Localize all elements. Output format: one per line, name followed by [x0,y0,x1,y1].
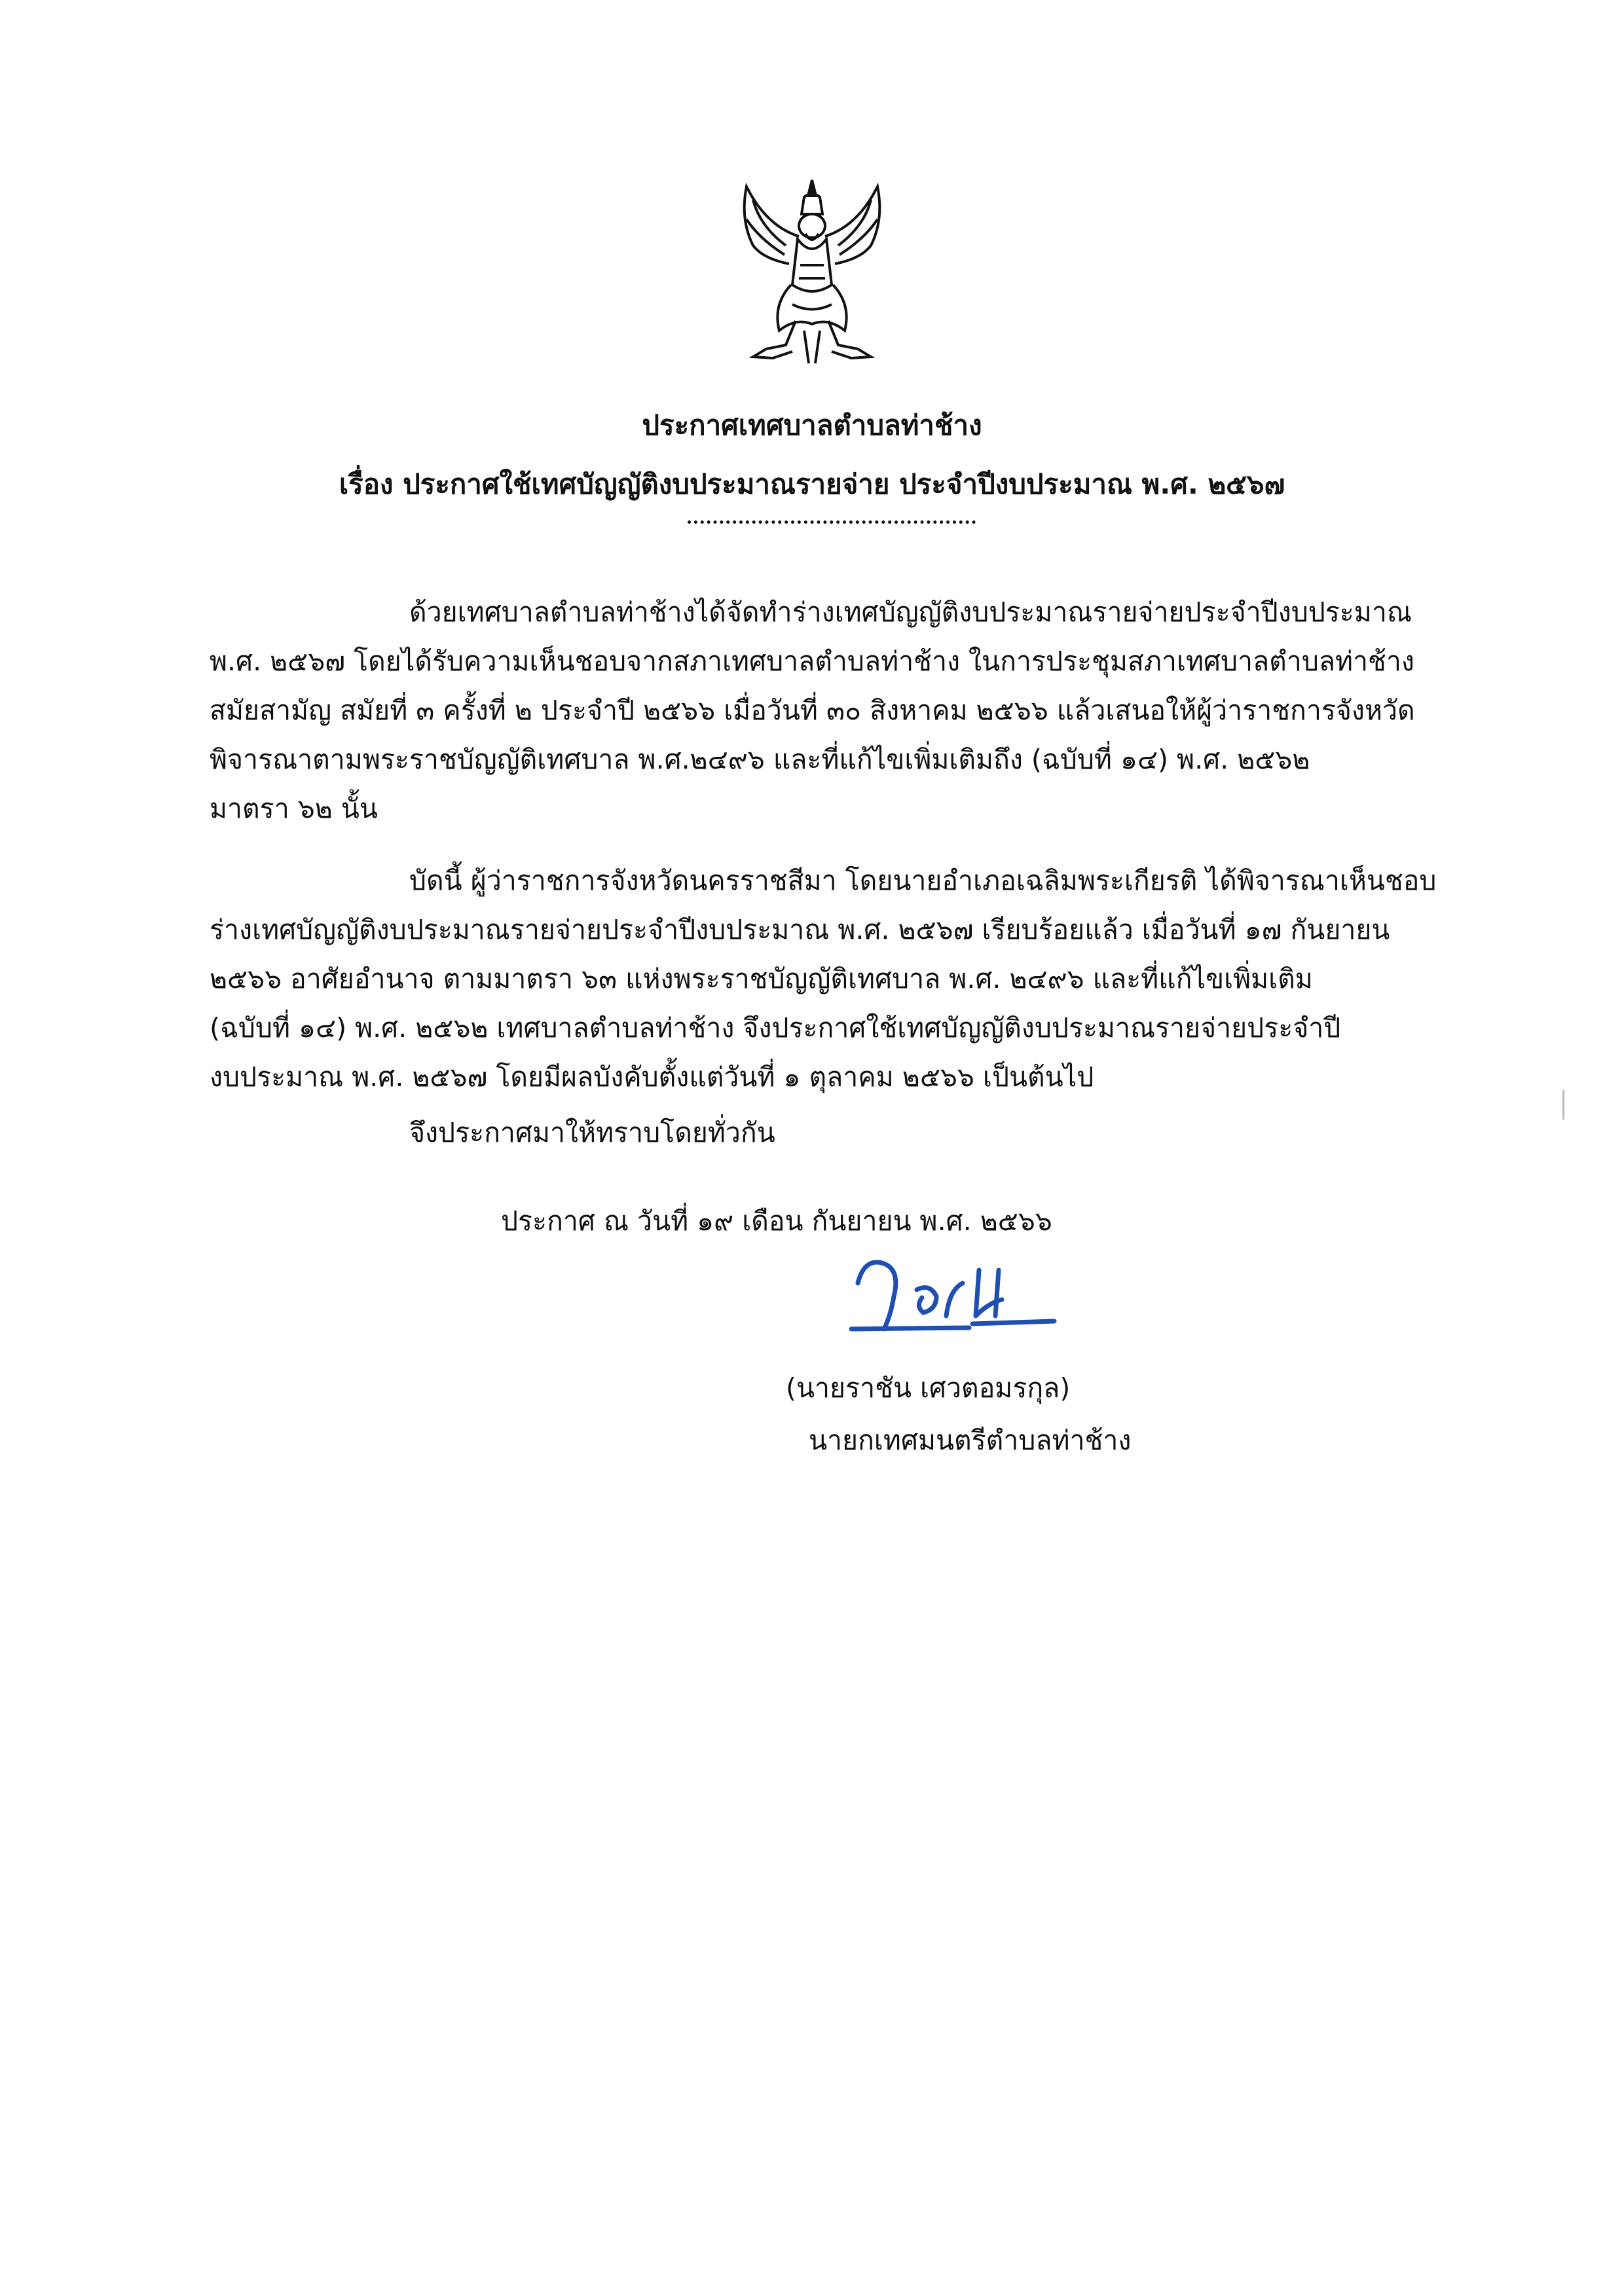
paragraph-2-line-2: ร่างเทศบัญญัติงบประมาณรายจ่ายประจำปีงบประมาณ พ.ศ. ๒๕๖๗ เรียบร้อยแล้ว เมื่อวันที่ ๑๗ กันยายน [210,914,1390,945]
signer-name: (นายราชัน เศวตอมรกุล) [786,1372,1071,1404]
announcement-subject: เรื่อง ประกาศใช้เทศบัญญัติงบประมาณรายจ่าย ประจำปีงบประมาณ พ.ศ. ๒๕๖๗ [339,468,1285,500]
announcement-date: ประกาศ ณ วันที่ ๑๙ เดือน กันยายน พ.ศ. ๒๕๖๖ [501,1205,1052,1237]
paragraph-1-line-3: สมัยสามัญ สมัยที่ ๓ ครั้งที่ ๒ ประจำปี ๒๕๖๖ เมื่อวันที่ ๓๐ สิงหาคม ๒๕๖๖ แล้วเสนอให้ผู้ว่าราชการจังหวัด [210,695,1415,726]
closing-statement: จึงประกาศมาให้ทราบโดยทั่วกัน [409,1117,775,1148]
title-separator [688,520,976,524]
paragraph-1-line-4: พิจารณาตามพระราชบัญญัติเทศบาล พ.ศ.๒๔๙๖ และที่แก้ไขเพิ่มเติมถึง (ฉบับที่ ๑๔) พ.ศ. ๒๕๖๒ [210,744,1310,775]
paragraph-2-line-3: ๒๕๖๖ อาศัยอำนาจ ตามมาตรา ๖๓ แห่งพระราชบัญญัติเทศบาล พ.ศ. ๒๔๙๖ และที่แก้ไขเพิ่มเติม [210,963,1313,994]
paragraph-1-line-1: ด้วยเทศบาลตำบลท่าช้างได้จัดทำร่างเทศบัญญัติงบประมาณรายจ่ายประจำปีงบประมาณ [409,596,1412,628]
paragraph-1-line-2: พ.ศ. ๒๕๖๗ โดยได้รับความเห็นชอบจากสภาเทศบาลตำบลท่าช้าง ในการประชุมสภาเทศบาลตำบลท่าช้าง [210,646,1414,677]
paragraph-2-line-1: บัดนี้ ผู้ว่าราชการจังหวัดนครราชสีมา โดยนายอำเภอเฉลิมพระเกียรติ ได้พิจารณาเห็นชอบ [409,865,1437,896]
announcement-title: ประกาศเทศบาลตำบลท่าช้าง [642,409,982,441]
paragraph-1-line-5: มาตรา ๖๒ นั้น [210,793,378,824]
signer-title: นายกเทศมนตรีตำบลท่าช้าง [809,1425,1132,1456]
paragraph-2-line-4: (ฉบับที่ ๑๔) พ.ศ. ๒๕๖๒ เทศบาลตำบลท่าช้าง จึงประกาศใช้เทศบัญญัติงบประมาณรายจ่ายประจำปี [210,1012,1341,1044]
paragraph-2-line-5: งบประมาณ พ.ศ. ๒๕๖๗ โดยมีผลบังคับตั้งแต่วันที่ ๑ ตุลาคม ๒๕๖๖ เป็นต้นไป [210,1061,1094,1093]
scan-mark [1562,1090,1564,1120]
signature-icon [838,1244,1074,1349]
garuda-emblem-icon [727,173,897,370]
